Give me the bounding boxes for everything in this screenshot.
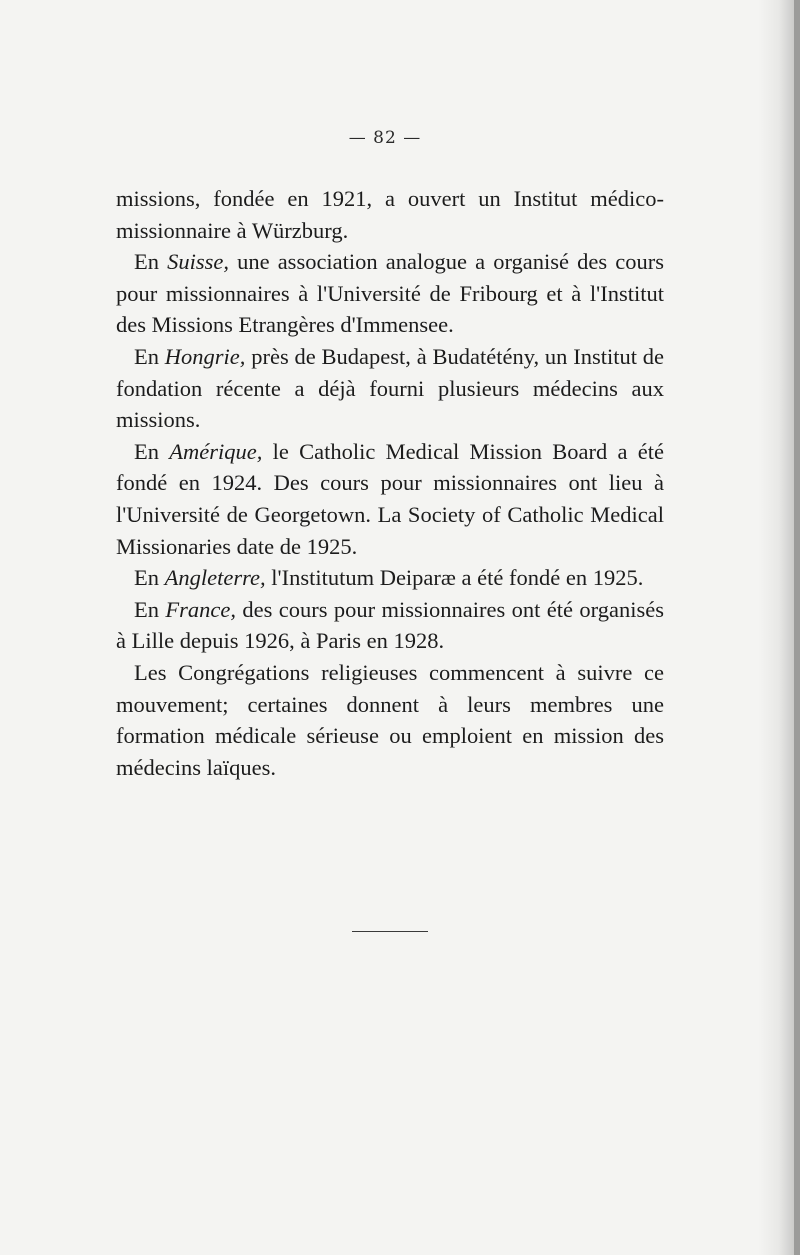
text-run: l'Institutum Deiparæ a été fondé en 1925. [265, 565, 644, 591]
page-number: — 82 — [348, 128, 422, 148]
body-text [116, 183, 664, 783]
paragraph [116, 594, 664, 657]
paragraph [116, 341, 664, 436]
text-run: une association analogue a organisé des cours pour missionnaires à l'Université de Fribourg et à l'Institut des Missions Etrangères d'Immensee. [116, 249, 664, 338]
text-run: près de Budapest, à Budatétény, un Institut de fondation récente a déjà fourni plusieurs médecins aux missions. [116, 343, 664, 433]
text-run: En [134, 249, 168, 275]
country-name: Suisse, [167, 249, 229, 275]
text-run: En [134, 438, 170, 464]
text-run: le Catholic Medical Mission Board a été fondé en 1924. Des cours pour missionnaires ont lieu à l'Université de Georgetown. La Society of Catholic Medical Missionaries date de 1925. [116, 438, 664, 559]
country-name: Amérique, [169, 438, 263, 464]
paragraph [116, 436, 664, 562]
text-run: En [134, 565, 165, 591]
country-name: Angleterre, [164, 565, 266, 591]
paragraph [116, 562, 664, 594]
country-name: Hongrie, [164, 343, 246, 369]
text-run: des cours pour missionnaires ont été organisés à Lille depuis 1926, à Paris en 1928. [116, 596, 664, 654]
spine-edge [794, 0, 800, 1255]
country-name: France, [165, 596, 236, 622]
paragraph [116, 183, 664, 246]
end-rule [352, 931, 428, 932]
text-run: En [134, 596, 166, 622]
text-run: missions, fondée en 1921, a ouvert un Institut médico-missionnaire à Würzburg. [116, 186, 664, 243]
text-run: Les Congrégations religieuses commencent à suivre ce mouvement; certaines donnent à leurs membres une formation médicale sérieuse ou emploient en mission des médecins laïques. [116, 659, 664, 780]
text-run: En [134, 343, 165, 369]
paragraph [116, 657, 664, 783]
paragraph [116, 246, 664, 341]
